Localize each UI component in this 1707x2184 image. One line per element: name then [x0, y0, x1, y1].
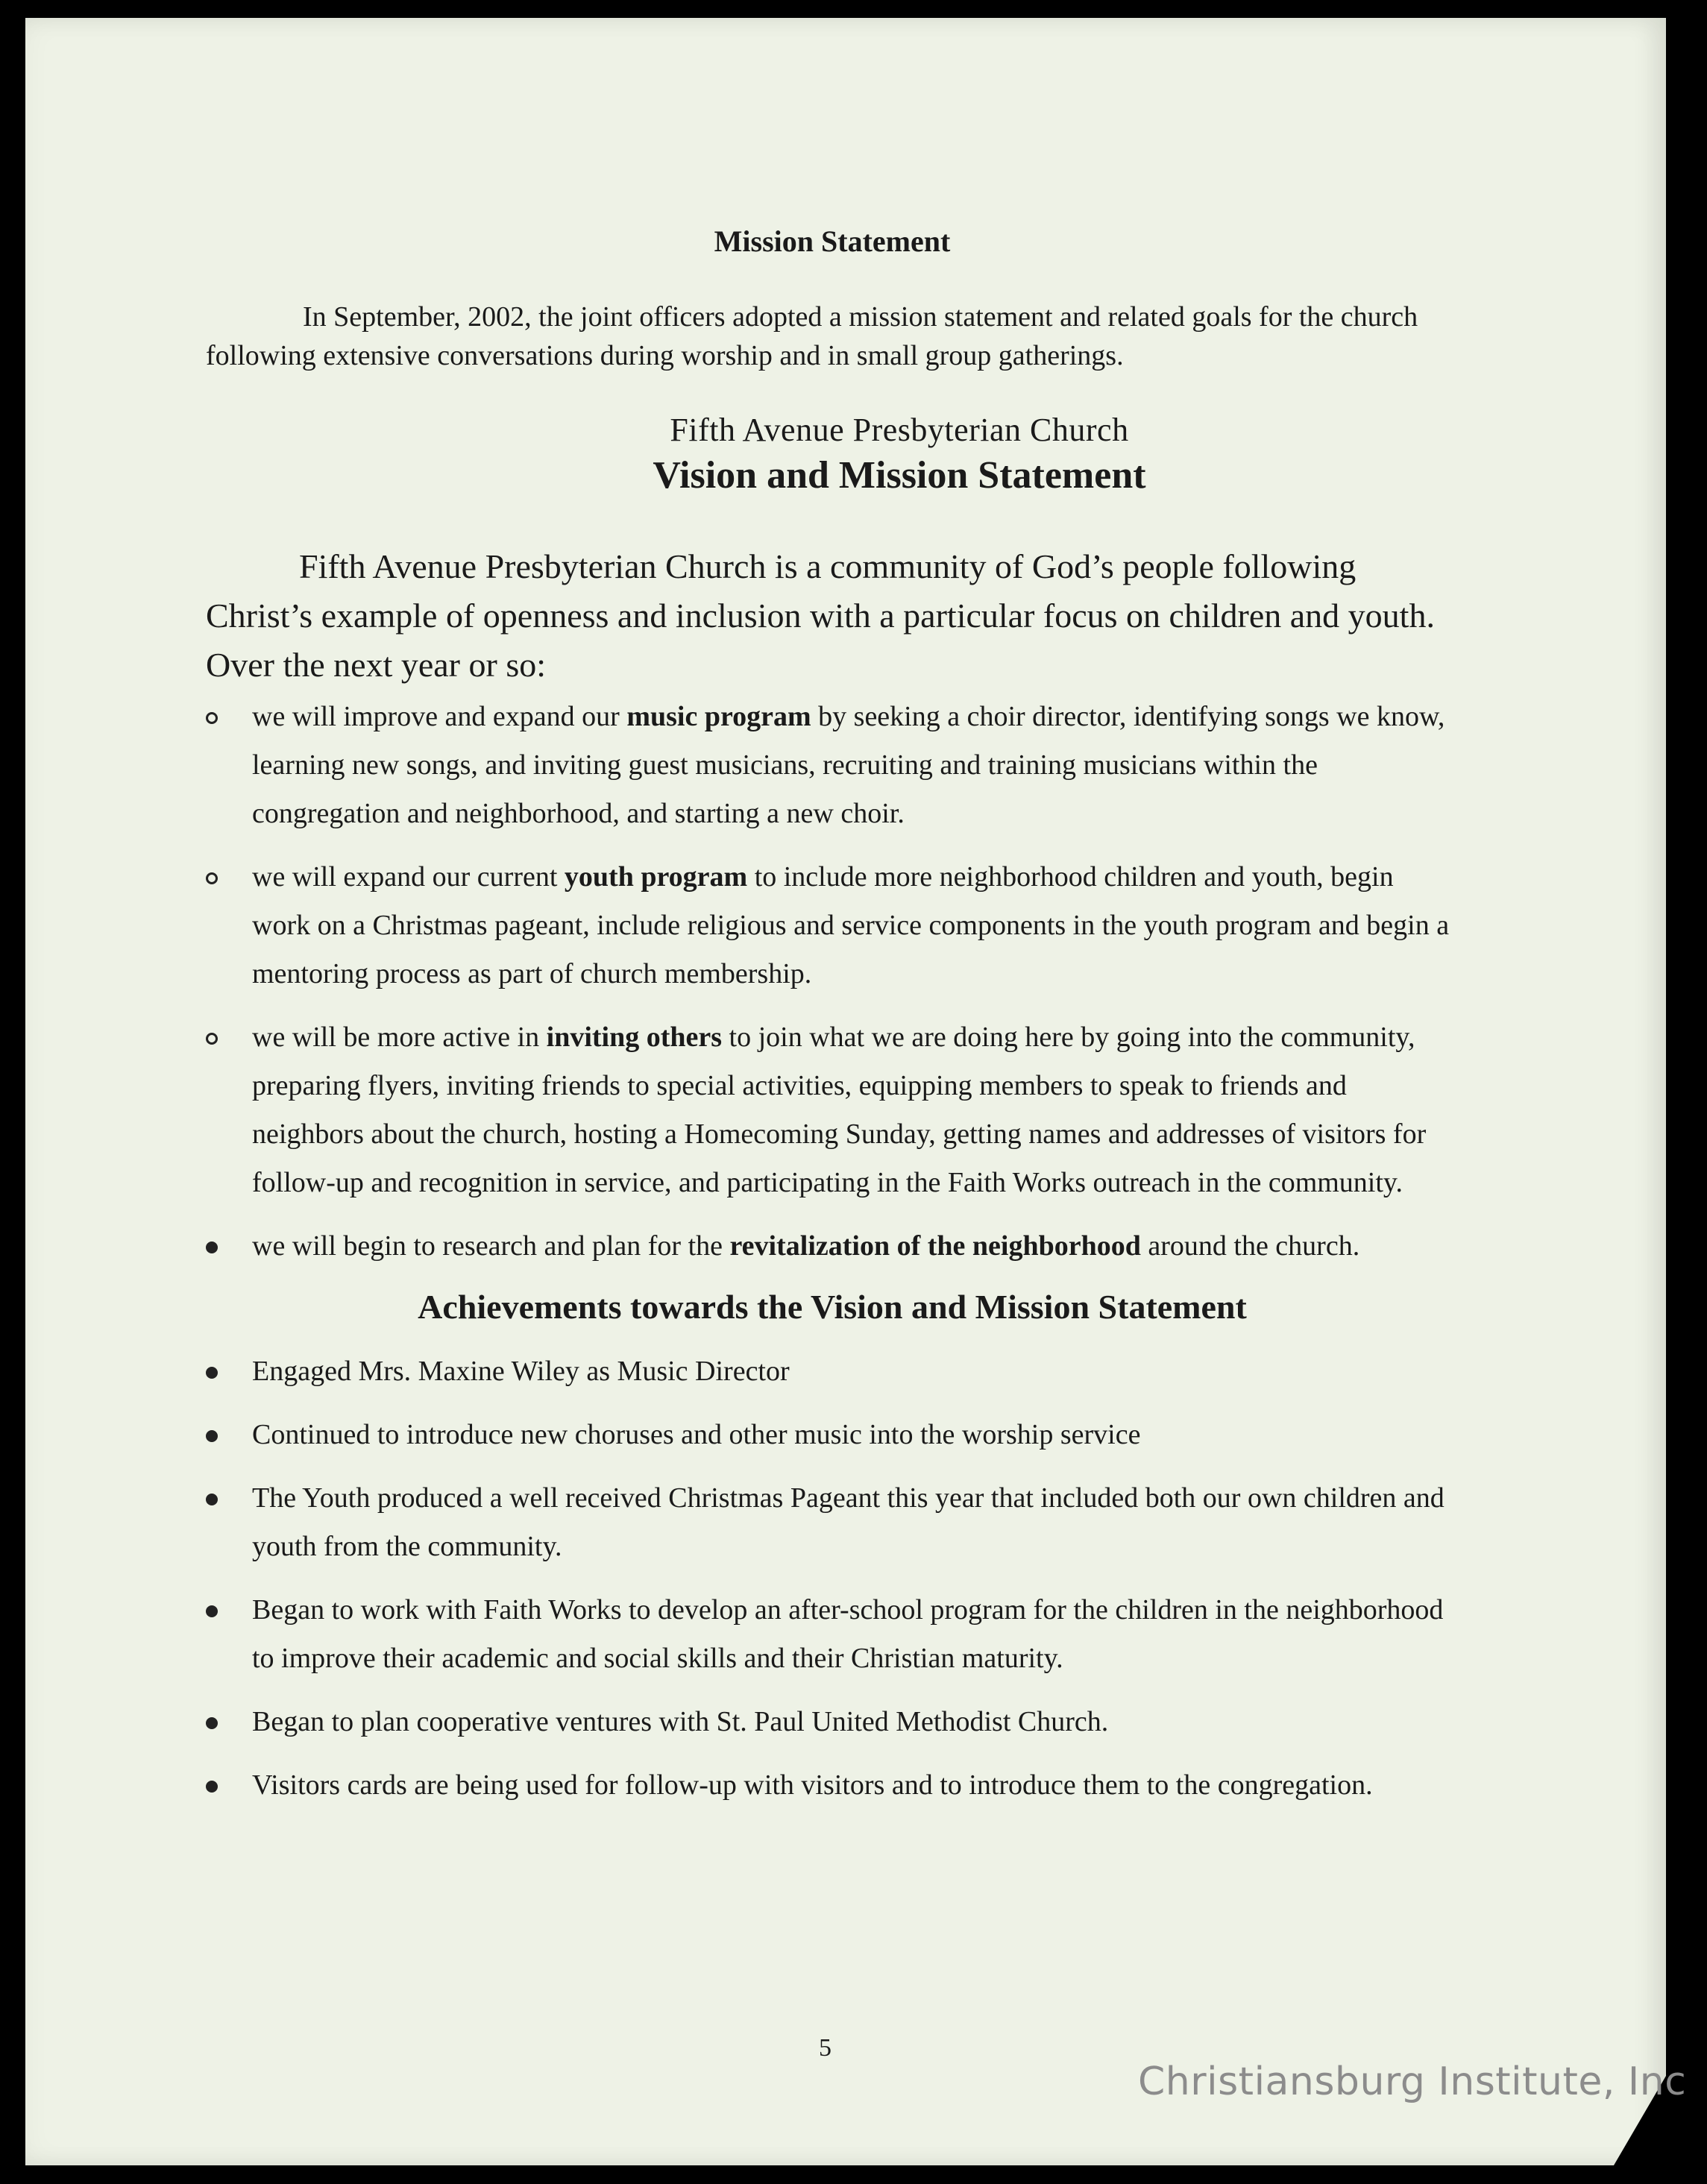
- list-item: Began to plan cooperative ventures with St. Paul United Methodist Church.: [206, 1698, 1459, 1746]
- bullet-icon: [206, 872, 218, 884]
- mission-heading: Mission Statement: [714, 224, 951, 258]
- list-item: we will improve and expand our music program by seeking a choir director, identifying songs we know, learning new songs, and inviting guest musicians, recruiting and training musicians within the congregation and neighborhood, and starting a new choir.: [206, 693, 1459, 838]
- goal-keyword: revitalization of the neighborhood: [729, 1230, 1141, 1262]
- bullet-icon: [206, 1717, 218, 1729]
- bullet-icon: [206, 1781, 218, 1793]
- bullet-icon: [206, 1367, 218, 1379]
- bullet-icon: [206, 1430, 218, 1442]
- goals-list: [206, 693, 1459, 1271]
- bullet-icon: [206, 712, 218, 724]
- bullet-icon: [206, 1033, 218, 1045]
- goal-keyword: youth program: [564, 861, 748, 893]
- bullet-icon: [206, 1605, 218, 1617]
- church-name: Fifth Avenue Presbyterian Church: [670, 412, 1129, 448]
- goal-keyword: music program: [626, 701, 811, 732]
- goal-keyword: inviting others: [546, 1022, 723, 1053]
- bullet-icon: [206, 1494, 218, 1505]
- list-item: we will expand our current youth program to include more neighborhood children and youth, begin work on a Christmas pageant, include religious and service components in the youth program and begin a mentoring process as part of church membership.: [206, 853, 1459, 998]
- vision-intro: Fifth Avenue Presbyterian Church is a community of God’s people following Christ’s example of openness and inclusion with a particular focus on children and youth. Over the next year or so:: [206, 547, 1435, 684]
- achievements-list: [206, 1347, 1459, 1810]
- achievements-title: Achievements towards the Vision and Mission Statement: [418, 1288, 1247, 1326]
- bullet-icon: [206, 1242, 218, 1253]
- list-item: The Youth produced a well received Christmas Pageant this year that included both our own children and youth from the community.: [206, 1474, 1459, 1571]
- list-item: Engaged Mrs. Maxine Wiley as Music Director: [206, 1347, 1459, 1396]
- list-item: we will be more active in inviting others to join what we are doing here by going into the community, preparing flyers, inviting friends to special activities, equipping members to speak to friends and neighbors about the church, hosting a Homecoming Sunday, getting names and addresses of visitors for follow-up and recognition in service, and participating in the Faith Works outreach in the community.: [206, 1013, 1459, 1207]
- page-number: 5: [819, 2034, 832, 2062]
- intro-paragraph: In September, 2002, the joint officers adopted a mission statement and related goals for the church following extensive conversations during worship and in small group gatherings.: [206, 301, 1418, 371]
- list-item: Began to work with Faith Works to develop an after-school program for the children in the neighborhood to improve their academic and social skills and their Christian maturity.: [206, 1586, 1459, 1683]
- vision-title: Vision and Mission Statement: [653, 454, 1146, 497]
- list-item: Continued to introduce new choruses and other music into the worship service: [206, 1411, 1459, 1459]
- list-item: Visitors cards are being used for follow-up with visitors and to introduce them to the congregation.: [206, 1761, 1459, 1810]
- page-content: [206, 224, 1459, 1825]
- watermark: Christiansburg Institute, Inc: [1138, 2059, 1687, 2104]
- list-item: we will begin to research and plan for the revitalization of the neighborhood around the church.: [206, 1222, 1459, 1271]
